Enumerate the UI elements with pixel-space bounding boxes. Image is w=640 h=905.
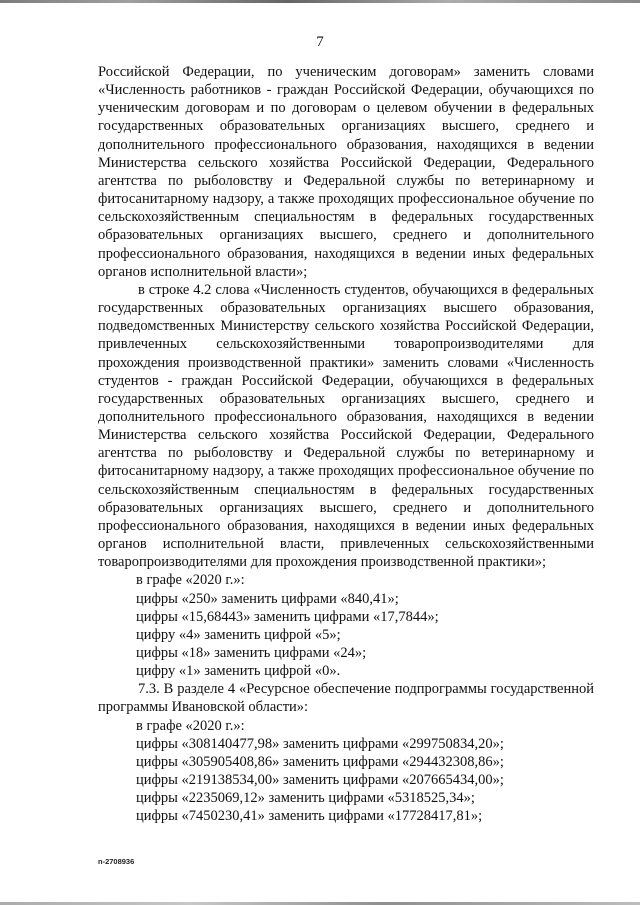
amendment-line: цифры «2235069,12» заменить цифрами «5318525,34»; xyxy=(136,790,475,807)
page-number: 7 xyxy=(316,34,324,50)
amendment-line: в графе «2020 г.»: xyxy=(136,572,245,589)
paragraph-3: 7.3. В разделе 4 «Ресурсное обеспечение подпрограммы государственной программы Ивановской области»: xyxy=(98,681,594,716)
amendment-line: цифры «305905408,86» заменить цифрами «294432308,86»; xyxy=(136,753,504,770)
amendment-line: цифры «219138534,00» заменить цифрами «207665434,00»; xyxy=(136,772,504,789)
amendment-line: цифры «250» заменить цифрами «840,41»; xyxy=(136,590,399,607)
amendment-line: цифры «7450230,41» заменить цифрами «17728417,81»; xyxy=(136,808,483,825)
paragraph-1: Российской Федерации, по ученическим договорам» заменить словами «Численность работников - граждан Российской Федерации, обучающихся по ученическим договорам и по договорам о целевом обучении в федеральных государственных образовательных организациях высшего, среднего и дополнительного профессионального образования, находящихся в ведении Министерства сельского хозяйства Российской Федерации, Федерального агентства по рыболовству и Федеральной службы по ветеринарному и фитосанитарному надзору, а также проходящих профессиональное обучение по сельскохозяйственным специальностям в федеральных государственных образовательных организациях высшего, среднего и дополнительного профессионального образования, находящихся в ведении иных федеральных органов исполнительной власти»; xyxy=(98,64,594,280)
paragraph-2: в строке 4.2 слова «Численность студентов, обучающихся в федеральных государственных образовательных организациях высшего образования, подведомственных Министерству сельского хозяйства Российской Федерации, привлеченных сельскохозяйственными товаропроизводителями для прохождения производственной практики» заменить словами «Численность студентов - граждан Российской Федерации, обучающихся в федеральных государственных образовательных организациях высшего, среднего и дополнительного профессионального образования, находящихся в ведении Министерства сельского хозяйства Российской Федерации, Федерального агентства по рыболовству и Федеральной службы по ветеринарному и фитосанитарному надзору, а также проходящих профессиональное обучение по сельскохозяйственным специальностям в федеральных государственных образовательных организациях высшего, среднего и дополнительного профессионального образования, находящихся в ведении иных федеральных органов исполнительной власти, привлеченных сельскохозяйственными товаропроизводителями для прохождения производственной практики»; xyxy=(98,281,594,571)
amendment-line: цифры «15,68443» заменить цифрами «17,7844»; xyxy=(136,608,439,625)
amendment-line: цифру «4» заменить цифрой «5»; xyxy=(136,626,341,643)
document-code: n-2708936 xyxy=(98,857,135,866)
amendment-line: в графе «2020 г.»: xyxy=(136,717,245,734)
amendment-line: цифру «1» заменить цифрой «0». xyxy=(136,663,341,680)
amendment-line: цифры «308140477,98» заменить цифрами «299750834,20»; xyxy=(136,735,504,752)
amendment-line: цифры «18» заменить цифрами «24»; xyxy=(136,645,367,661)
scan-edge-top xyxy=(0,0,640,3)
document-body xyxy=(98,63,594,826)
